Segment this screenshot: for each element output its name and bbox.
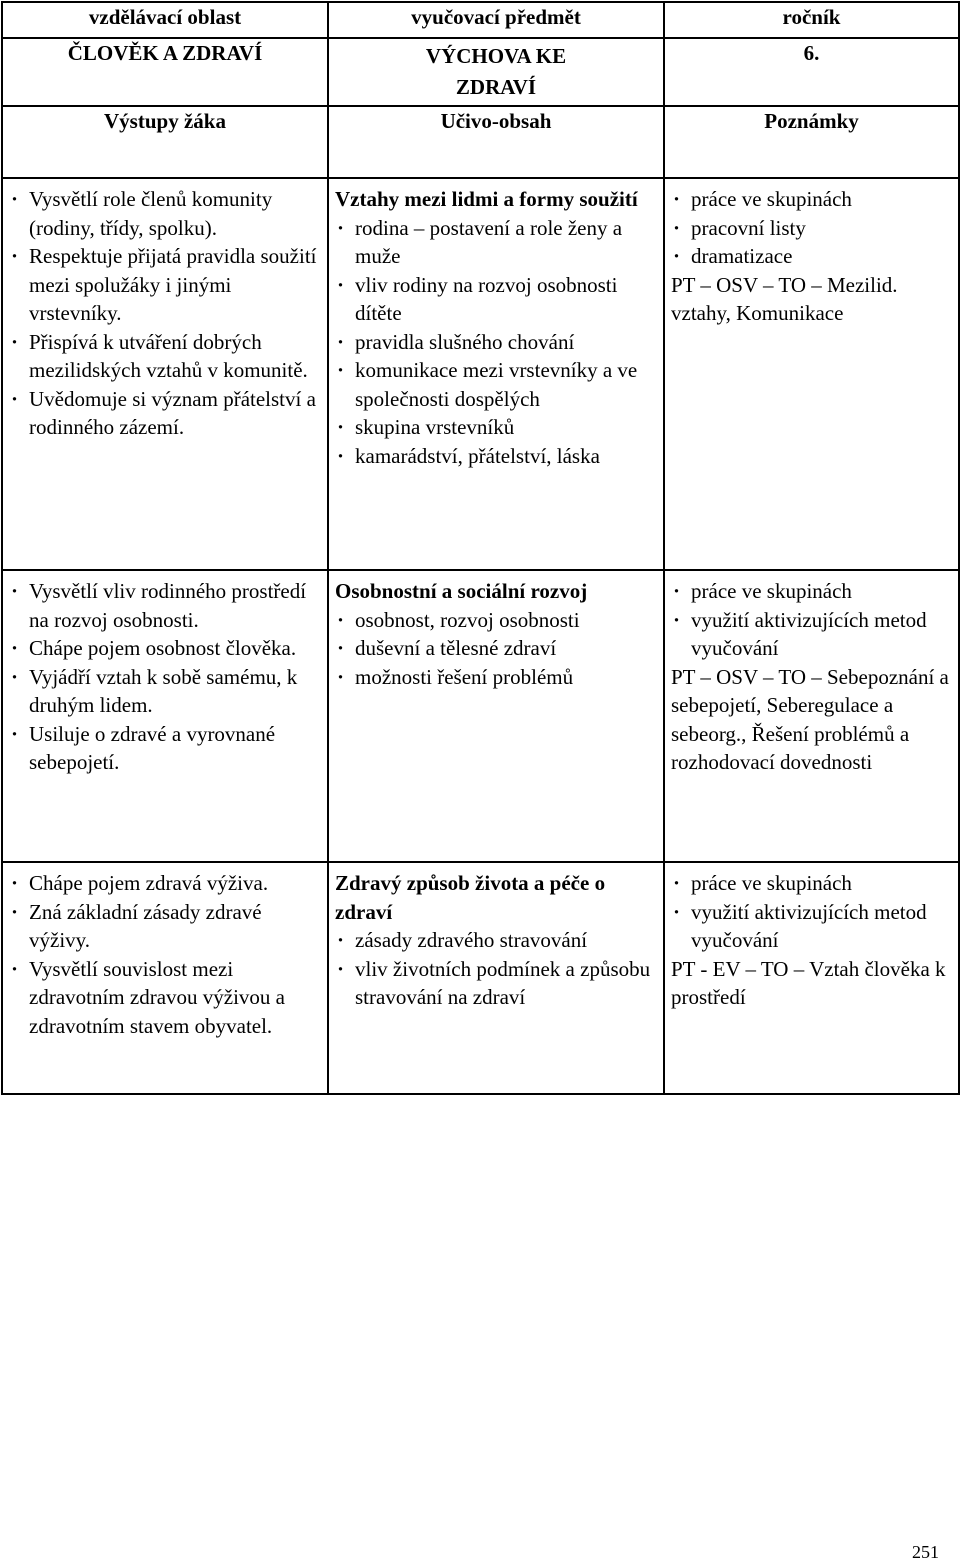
content-item: · pravidla slušného chování: [335, 328, 659, 357]
col-label-grade: ročník: [664, 2, 959, 38]
output-item: · Vysvětlí souvislost mezi zdravotním zdravou výživou a zdravotním stavem obyvatel.: [9, 955, 323, 1041]
content-list: [335, 214, 659, 471]
content-list: [335, 926, 659, 1012]
notes-list: [671, 869, 954, 955]
content-title: Zdravý způsob života a péče o zdraví: [335, 871, 606, 924]
content-item: · komunikace mezi vrstevníky a ve společnosti dospělých: [335, 356, 659, 413]
content-item: · osobnost, rozvoj osobnosti: [335, 606, 659, 635]
notes-item: · pracovní listy: [671, 214, 954, 243]
cross-curricular-theme: PT – OSV – TO – Sebepoznání a sebepojetí, Seberegulace a sebeorg., Řešení problémů a rozhodovací dovednosti: [671, 664, 949, 774]
content-item: · vliv rodiny na rozvoj osobnosti dítěte: [335, 271, 659, 328]
notes-cell: [664, 570, 959, 862]
outputs-list: [9, 577, 323, 777]
notes-list: [671, 577, 954, 663]
output-item: · Uvědomuje si význam přátelství a rodinného zázemí.: [9, 385, 323, 442]
outputs-cell: [2, 570, 328, 862]
notes-item: · práce ve skupinách: [671, 577, 954, 606]
page-number: 251: [912, 1542, 939, 1562]
subject-line-2: ZDRAVÍ: [455, 75, 537, 99]
content-cell: [328, 862, 664, 1094]
grade-value: 6.: [664, 38, 959, 106]
section-row: [2, 570, 959, 862]
content-item: · zásady zdravého stravování: [335, 926, 659, 955]
col-label-subject: vyučovací předmět: [328, 2, 664, 38]
notes-cell: [664, 178, 959, 570]
content-list: [335, 606, 659, 692]
output-item: · Respektuje přijatá pravidla soužití mezi spolužáky i jinými vrstevníky.: [9, 242, 323, 328]
area-value: ČLOVĚK A ZDRAVÍ: [2, 38, 328, 106]
content-item: · duševní a tělesné zdraví: [335, 634, 659, 663]
outputs-list: [9, 869, 323, 1040]
curriculum-table: [1, 1, 960, 1095]
notes-header: Poznámky: [664, 106, 959, 178]
notes-item: · práce ve skupinách: [671, 869, 954, 898]
subject-value: [328, 38, 664, 106]
content-title: Vztahy mezi lidmi a formy soužití: [335, 187, 638, 211]
outputs-list: [9, 185, 323, 442]
output-item: · Vysvětlí vliv rodinného prostředí na rozvoj osobnosti.: [9, 577, 323, 634]
cross-curricular-theme: PT – OSV – TO – Mezilid. vztahy, Komunikace: [671, 272, 898, 325]
output-item: · Chápe pojem osobnost člověka.: [9, 634, 323, 663]
output-item: · Vyjádří vztah k sobě samému, k druhým lidem.: [9, 663, 323, 720]
content-item: · kamarádství, přátelství, láska: [335, 442, 659, 471]
header-row-labels: [2, 2, 959, 38]
header-row-columns: [2, 106, 959, 178]
notes-item: · práce ve skupinách: [671, 185, 954, 214]
header-row-values: [2, 38, 959, 106]
output-item: · Usiluje o zdravé a vyrovnané sebepojetí.: [9, 720, 323, 777]
content-cell: [328, 178, 664, 570]
outputs-header: Výstupy žáka: [2, 106, 328, 178]
notes-item: · využití aktivizujících metod vyučování: [671, 606, 954, 663]
output-item: · Zná základní zásady zdravé výživy.: [9, 898, 323, 955]
content-item: · možnosti řešení problémů: [335, 663, 659, 692]
content-item: · vliv životních podmínek a způsobu stravování na zdraví: [335, 955, 659, 1012]
cross-curricular-theme: PT - EV – TO – Vztah člověka k prostředí: [671, 956, 946, 1009]
output-item: · Přispívá k utváření dobrých mezilidských vztahů v komunitě.: [9, 328, 323, 385]
outputs-cell: [2, 862, 328, 1094]
content-item: · skupina vrstevníků: [335, 413, 659, 442]
col-label-area: vzdělávací oblast: [2, 2, 328, 38]
subject-line-1: VÝCHOVA KE: [425, 44, 567, 68]
notes-list: [671, 185, 954, 271]
notes-item: · dramatizace: [671, 242, 954, 271]
outputs-cell: [2, 178, 328, 570]
content-header: Učivo-obsah: [328, 106, 664, 178]
section-row: [2, 178, 959, 570]
notes-item: · využití aktivizujících metod vyučování: [671, 898, 954, 955]
content-cell: [328, 570, 664, 862]
content-item: · rodina – postavení a role ženy a muže: [335, 214, 659, 271]
output-item: · Vysvětlí role členů komunity (rodiny, třídy, spolku).: [9, 185, 323, 242]
section-row: [2, 862, 959, 1094]
content-title: Osobnostní a sociální rozvoj: [335, 579, 588, 603]
notes-cell: [664, 862, 959, 1094]
output-item: · Chápe pojem zdravá výživa.: [9, 869, 323, 898]
